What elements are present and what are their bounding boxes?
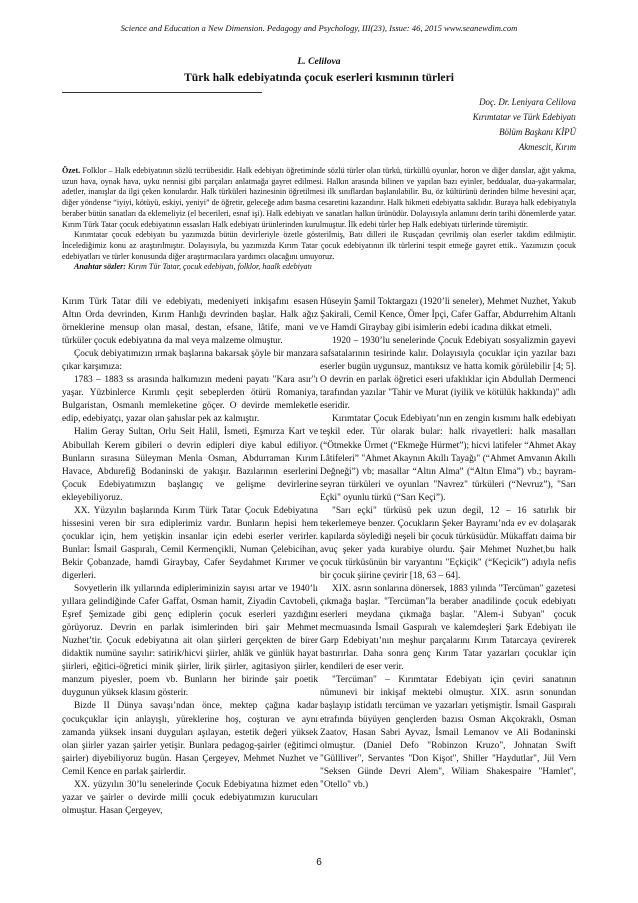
body-paragraph: Bizde II Dünya savaşı’ndan önce, mektep çağına kadar çocukçuklar için anlayışlı, yüreklerine hoş, coşturan ve aynı zamanda yüksek insani duyguları aşılayan, estetik değeri yüksek olan şiirler yazan şairler yetişir. Bunlara pedagog-şairler (eğitimci şairler) diyebiliyoruz bugün. Hasan Çergeyev, Mehmet Nuzhet ve Cemil Kence en parlak şairlerdir. <box>62 701 318 777</box>
abstract-label: Özet. <box>62 166 81 175</box>
affiliation-department: Kırımtatar ve Türk Edebiyatı <box>472 112 576 122</box>
abstract-paragraph <box>62 166 576 230</box>
keywords-text: Kırım Tür Tatar, çocuk edebiyatı, folklor, haalk edebiyatı <box>125 262 313 272</box>
body-paragraph: XX. yüzyılın 30’lu senelerinde Çocuk Edebiyatına hizmet eden yazar ve şairler o devirde milli çocuk edebiyatımızın kurucuları olmuştur. Hasan Çergeyev, <box>62 779 318 816</box>
author-name: L. Celilova <box>297 56 341 67</box>
body-paragraph: Kırım Türk Tatar dili ve edebiyatı, medeniyeti inkişafını esasen Altın Orda devrinden, Kırım Hanlığı devrinden başlar. Halk ağız örneklerine mensup olan masal, destan, efsane, lâtife, mani ve türküler çocuk edebiyatına da mal veya malzeme olmuştur. <box>62 297 318 347</box>
journal-header: Science and Education a New Dimension. Pedagogy and Psychology, III(23), Issue: 46, 2015 www.seanewdim.com <box>120 23 518 33</box>
body-paragraph: Hüseyin Şamil Toktargazı (1920’li seneler), Mehmet Nuzhet, Yakub Şakirali, Cemil Kence, Ömer İpçi, Cafer Gaffar, Abdurrehim Altanlı ve Hamdi Giraybay gibi isimlerin edebi icadına dikkat etmeli. <box>320 297 576 334</box>
abstract-text: Folklor – Halk edebiyatının sözlü tecrübesidir. Halk edebiyatı öğretiminde sözlü türler olan türkü, türküllü oyunlar, horon ve diğer danslar, ağıt yakma, uzun hava, oynak hava, uyku nennisi gibi parçaları anlatmağa gayret edilmesi. Halkın arasında bilinen ve yapılan bazı eyinler, beddualar, dua-yakarmalar, adetler, inanışlar da ilgi çeken konulardır. Halk türküleri hazinesinin öğretilmesi ilk sınıflardan başlanılabilir. Bu, öz kültürünü derinden bilme hevesini açar, diğer yöndense “iyiyi, kötüyü, eskiyi, yeniyi” de öğretir, geleceğe adım basma cesaretini kazandırır. Halk hikmeti edebiyatta saklıdır. Buraya halk edebiyatıyla beraber bütün sanatları da eklemeliyiz (el becerileri, esnaf işi). Halk edebiyatı ve sanatları halkın ürünüdür. Dolayısıyla anlamını derin tarihi dönemlerde yatar. Kırım Türk Tatar çocuk edebiyatının essasları Halk edebiyatı ürünlerinden kurulmuştur. İlk edebi türler hep Halk edebiyatı türlerinde türemiştir. <box>62 166 576 229</box>
affiliation-author: Doç. Dr. Leniyara Celilova <box>479 97 576 107</box>
title-divider <box>62 92 262 93</box>
keywords-line <box>62 262 576 273</box>
body-paragraph: Sovyetlerin ilk yıllarında edipleriminizin sayısı artar ve 1940’lı yıllara gelindiğinde Cafer Gaffat, Osman hamit, Ziyadin Cavtobeli, Eşref Şemizade gibi genç ediplerin çocuk eserleri yazdığını görüyoruz. Devrin en parlak isimlerinden biri şair Mehmet Nuzhet’tir. Çocuk edebiyatına ait olan şiirleri gerçekten de birer didaktik numüne sayılır: satirik/hicvi şiirler, ahlâk ve günlük hayat şiirleri, eğitici-öğretici minik şiirler, lirik şiirler, agitasiyon şiirler, manzum piyesler, poem vb. Bunların her birinde şair poetik duygunun yüksek klasını gösterir. <box>62 584 318 699</box>
body-paragraph: XX. Yüzyılın başlarında Kırım Türk Tatar Çocuk Edebiyatına hissesini veren bir sıra ediplerimiz vardır. Bunların hepisi hem çocuklar için, hem yetişkin insanlar için edebi eserler verirler. Bunlar: İsmail Gaspıralı, Cemil Kermençikli, Numan Çelebicihan, Bekir Çobanzade, hamdi Giraybay, Cafer Seydahmet Kırımer ve digerleri. <box>62 505 318 581</box>
body-paragraph: "Sarı eçki" türküsü pek uzun degil, 12 – 16 satırlık bir tekerlemeye benzer. Çocukların Şeker Bayramı’nda ev ev dolaşarak kapılarda söylediği neşeli bir çocuk türküsüdür. Mükaffatı daima bir avuç şeker yada kurabiye olurdu. Şair Mehmet Nuzhet,bu halk çocuk türküsünün bir varyantını "Eçkiçik" (“Keçicik”) adıyla nefis bir çocuk şiirine çevirir [18, 63 – 64]. <box>320 505 576 581</box>
body-paragraph: 1920 – 1930’lu senelerinde Çocuk Edebiyatı sosyalizmin gayevi safsatalarının tesirinde kalır. Dolayısıyla çocuklar için yazılar bazı eserler bugün uygunsuz, mantıksız ve hatta komik görülebilir [4; 5]. O devrin en parlak öğretici eseri ufaklıklar için Abdullah Dermenci tarafından yazılar "Tahir ve Murat (iyilik ve kötülük hakkında)" adlı eseridir. <box>320 336 576 412</box>
body-paragraph: Halim Geray Sultan, Orlu Seit Halil, İsmeti, Eşmırza Kart ve Abibullah Kerem gibileri o devrin edipleri diye kabul ediliyor. Bunların sırasına Süleyman Menla Osman, Abdurraman Kırım Havace, Abdurefiğ Bodaninski de yakışır. Bazılarının eserlerini Çocuk Edebiyatımızın başlangıç ve gelişme devirlerine ekleyebiliyoruz. <box>62 427 318 503</box>
article-title: Türk halk edebiyatında çocuk eserleri kısmının türleri <box>184 71 454 84</box>
affiliation-position: Bölüm Başkanı KİPÜ <box>499 127 576 137</box>
body-paragraph: Çocuk debiyatımızın ırmak başlarına bakarsak şöyle bir manzara çıkar karşımıza: <box>62 349 318 373</box>
page-number: 6 <box>316 857 322 868</box>
body-paragraph: Kırımtatar Çocuk Edebiyatı’nın en zengin kısmını halk edebiyatı teşkil eder. Tür olarak bular: halk rivayetleri: halk masalları (“Ötmekke Ürmet (“Ekmeğe Hürmet”); hicvi latifeler “Ahmet Akay Lâtifeleri” "Ahmet Akaynın Akıllı Tayağı" (“Ahmet Amvanın Akıllı Değneği”) vb; masallar “Altın Alma” (“Altın Elma”) vb.; bayram-seyran türküleri ve oyunları "Navrez" türküleri (“Nevruz”), "Sarı Eçki" oyunlu türkü (“Sarı Keçi”). <box>320 414 576 503</box>
abstract <box>62 166 576 273</box>
body-paragraph: 1783 – 1883 ss arasında halkımızın medeni payatı "Kara asır"ı yaşar. Yüzbinlerce Kırımlı çeşit sebeplerden ötürü Romaniya, Bulgaristan, Osmanlı memleketine göçer. O devirde memleketle edip, edebiyatçı, yazar olan şahıslar pek az kalmıştır. <box>62 375 318 425</box>
abstract-paragraph: Kırımtatar çocuk edebiyatı bu yazımızda bütün devirleriyle özetle gösterilmiş, Batı dilleri ile Rusçadan çevrilmiş olan eserler takdim edilmiştir. İncelediğimiz konu az araştırılmıştır. Dolayısıyla, bu yazımızda Kırım Tatar çocuk edebiyatının ilk türlerini tespit etmeğe gayret ettik.. Yazımızın çocuk edebiyatları ve türler konusunda diğer araştırmacılara yardımcı olacağını umuyoruz. <box>62 230 576 261</box>
affiliation-location: Akmescit, Kırım <box>518 142 576 152</box>
body-paragraph: XIX. asrın sonlarına dönersek, 1883 yılında "Tercüman" gazetesi çıkmağa başlar. "Tercüman"la beraber anadilinde çocuk edebiyatı eserleri meydana çıkmağa başlar. "Alem-i Subyan" çocuk mecmuasında İsmail Gaspıralı ve kalemdeşleri Şark Edebiyatı ile Garp Edebiyatı’nın meşhur parçalarını Kırım Tatarcaya çevirerek bastırırlar. Daha sonra genç Kırım Tatar yazarları çocuklar için kendileri de eser verir. <box>320 584 576 673</box>
body-paragraph: "Tercüman" – Kırımtatar Edebiyatı için çeviri sanatının nümunevi bir inkişaf mektebi olmuştur. XIX. asrın sonundan başlayıp istidatlı tercüman ve yazarları yetişmiştir. İsmail Gaspıralı etrafında büyüyen gençlerden bazısı Osman Akçokraklı, Osman Zaatov, Hasan Sabri Ayvaz, İsmail Lemanov ve Ali Bodaninski olmuştur. (Daniel Defo "Robinzon Kruzo", Johnatan Swift "Güllliver", Servantes "Don Kişot", Shiller "Haydutlar", Jül Vern "Seksen Günde Devri Alem", Wiliam Shakespaire "Hamlet", "Otello" vb.) <box>320 675 576 790</box>
body-column-left <box>62 296 318 818</box>
keywords-label: Anahtar sözler: <box>74 262 126 272</box>
body-column-right <box>320 296 576 792</box>
